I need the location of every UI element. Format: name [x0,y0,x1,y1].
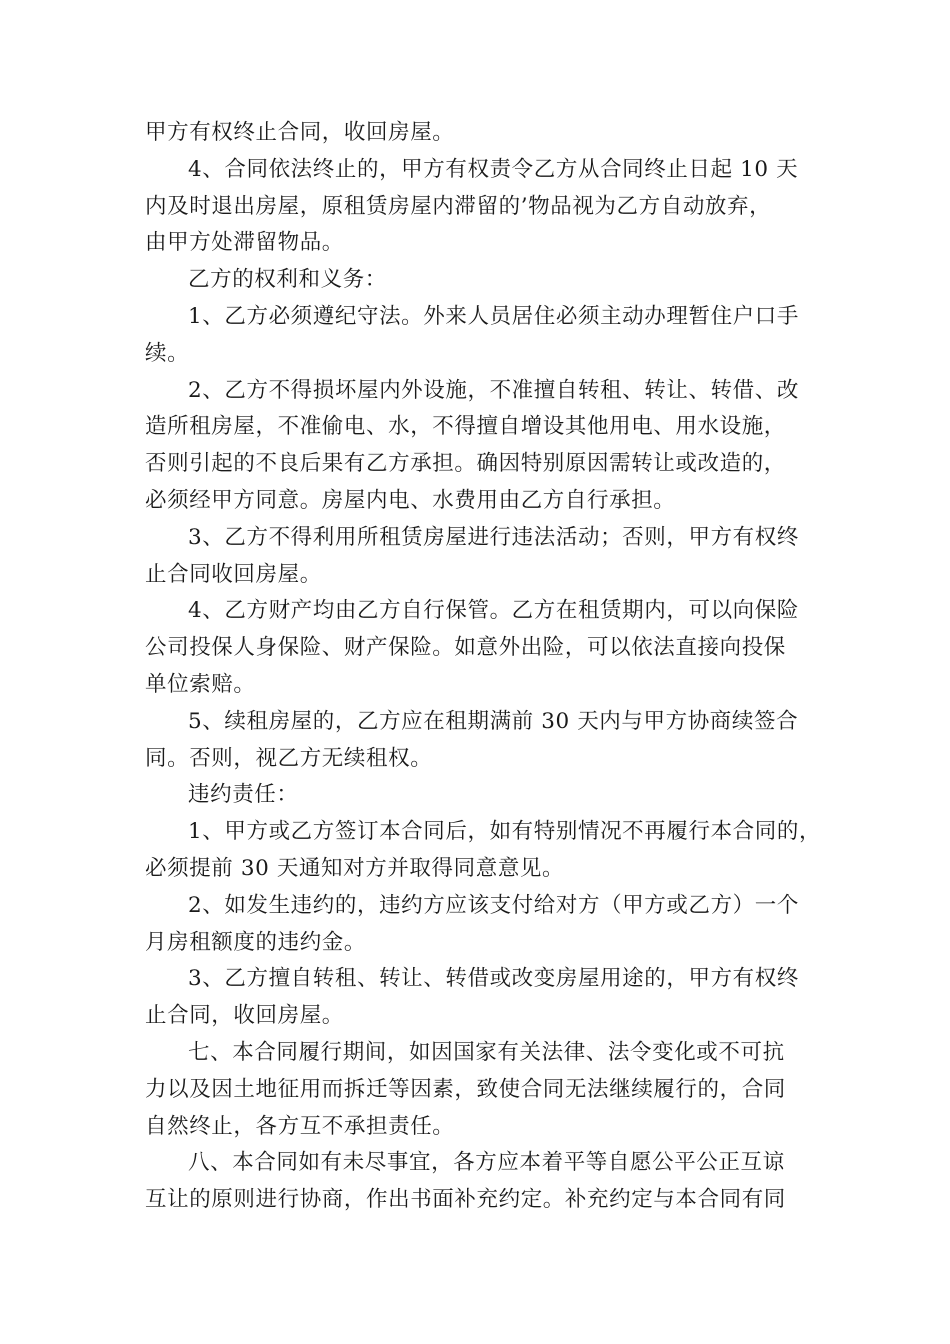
text-line: 七、本合同履行期间，如因国家有关法律、法令变化或不可抗 [188,1039,785,1065]
text-line: 3、乙方擅自转租、转让、转借或改变房屋用途的，甲方有权终 [188,966,799,992]
text-line: 自然终止，各方互不承担责任。 [145,1113,455,1139]
text-line: 互让的原则进行协商，作出书面补充约定。补充约定与本合同有同 [145,1187,786,1213]
text-line: 八、本合同如有未尽事宜，各方应本着平等自愿公平公正互谅 [188,1150,785,1176]
text-line: 5、续租房屋的，乙方应在租期满前 30 天内与甲方协商续签合 [188,708,799,734]
text-line: 续。 [145,340,190,366]
text-line: 公司投保人身保险、财产保险。如意外出险，可以依法直接向投保 [145,635,786,661]
text-line: 单位索赔。 [145,671,256,697]
text-line: 力以及因土地征用而拆迁等因素，致使合同无法继续履行的，合同 [145,1076,786,1102]
text-line: 月房租额度的违约金。 [145,929,367,955]
text-line: 4、乙方财产均由乙方自行保管。乙方在租赁期内，可以向保险 [188,598,799,624]
text-line: 造所租房屋，不准偷电、水，不得擅自增设其他用电、用水设施， [145,414,786,440]
text-line: 止合同收回房屋。 [145,561,322,587]
text-line: 1、乙方必须遵纪守法。外来人员居住必须主动办理暂住户口手 [188,303,799,329]
text-line: 必须经甲方同意。房屋内电、水费用由乙方自行承担。 [145,487,676,513]
text-line: 2、乙方不得损坏屋内外设施，不准擅自转租、转让、转借、改 [188,377,799,403]
text-line: 2、如发生违约的，违约方应该支付给对方（甲方或乙方）一个 [188,892,799,918]
text-line: 否则引起的不良后果有乙方承担。确因特别原因需转让或改造的， [145,451,786,477]
text-line: 1、甲方或乙方签订本合同后，如有特别情况不再履行本合同的， [188,819,822,845]
section-heading: 乙方的权利和义务： [188,267,387,293]
text-line: 由甲方处滞留物品。 [145,230,344,256]
text-line: 必须提前 30 天通知对方并取得同意意见。 [145,855,565,881]
section-heading: 违约责任： [188,782,299,808]
text-line: 3、乙方不得利用所租赁房屋进行违法活动；否则，甲方有权终 [188,524,799,550]
text-line: 4、合同依法终止的，甲方有权责令乙方从合同终止日起 10 天 [188,156,799,182]
text-line: 同。否则，视乙方无续租权。 [145,745,433,771]
text-line: 甲方有权终止合同，收回房屋。 [145,120,455,145]
text-line: 止合同，收回房屋。 [145,1003,344,1029]
text-line: 内及时退出房屋，原租赁房屋内滞留的’物品视为乙方自动放弃， [145,193,772,219]
document-body [145,115,822,1219]
